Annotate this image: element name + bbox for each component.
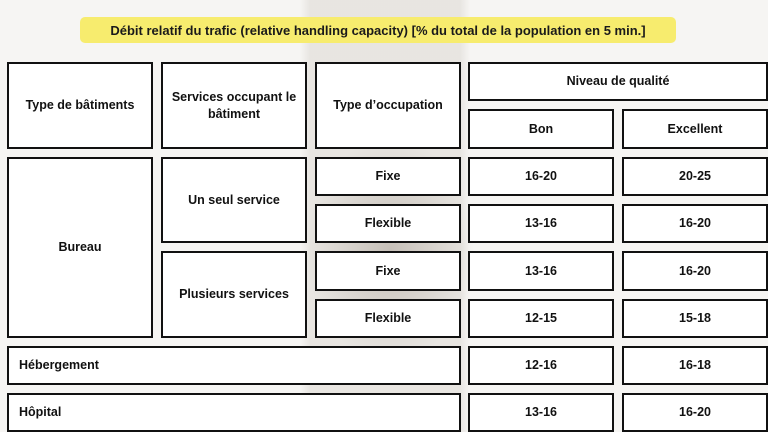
- value-good: 16-20: [468, 157, 614, 196]
- row-label-bureau: Bureau: [7, 157, 153, 338]
- header-quality-level: Niveau de qualité: [468, 62, 768, 101]
- value-excellent: 16-20: [622, 251, 768, 291]
- service-multiple: Plusieurs services: [161, 251, 307, 338]
- value-good: 12-16: [468, 346, 614, 385]
- value-excellent: 16-20: [622, 393, 768, 432]
- header-excellent: Excellent: [622, 109, 768, 149]
- value-excellent: 16-18: [622, 346, 768, 385]
- row-label-hopital: Hôpital: [7, 393, 461, 432]
- row-label-hebergement: Hébergement: [7, 346, 461, 385]
- header-good: Bon: [468, 109, 614, 149]
- page-title: Débit relatif du trafic (relative handling capacity) [% du total de la population en 5 min.]: [80, 17, 676, 43]
- value-good: 13-16: [468, 251, 614, 291]
- value-good: 13-16: [468, 204, 614, 243]
- value-good: 12-15: [468, 299, 614, 338]
- occupancy-fixe-single: Fixe: [315, 157, 461, 196]
- header-occupancy-type: Type d’occupation: [315, 62, 461, 149]
- value-excellent: 20-25: [622, 157, 768, 196]
- occupancy-flexible-single: Flexible: [315, 204, 461, 243]
- value-excellent: 15-18: [622, 299, 768, 338]
- service-single: Un seul service: [161, 157, 307, 243]
- header-services: Services occupant le bâtiment: [161, 62, 307, 149]
- occupancy-flexible-multiple: Flexible: [315, 299, 461, 338]
- header-building-type: Type de bâtiments: [7, 62, 153, 149]
- value-excellent: 16-20: [622, 204, 768, 243]
- value-good: 13-16: [468, 393, 614, 432]
- occupancy-fixe-multiple: Fixe: [315, 251, 461, 291]
